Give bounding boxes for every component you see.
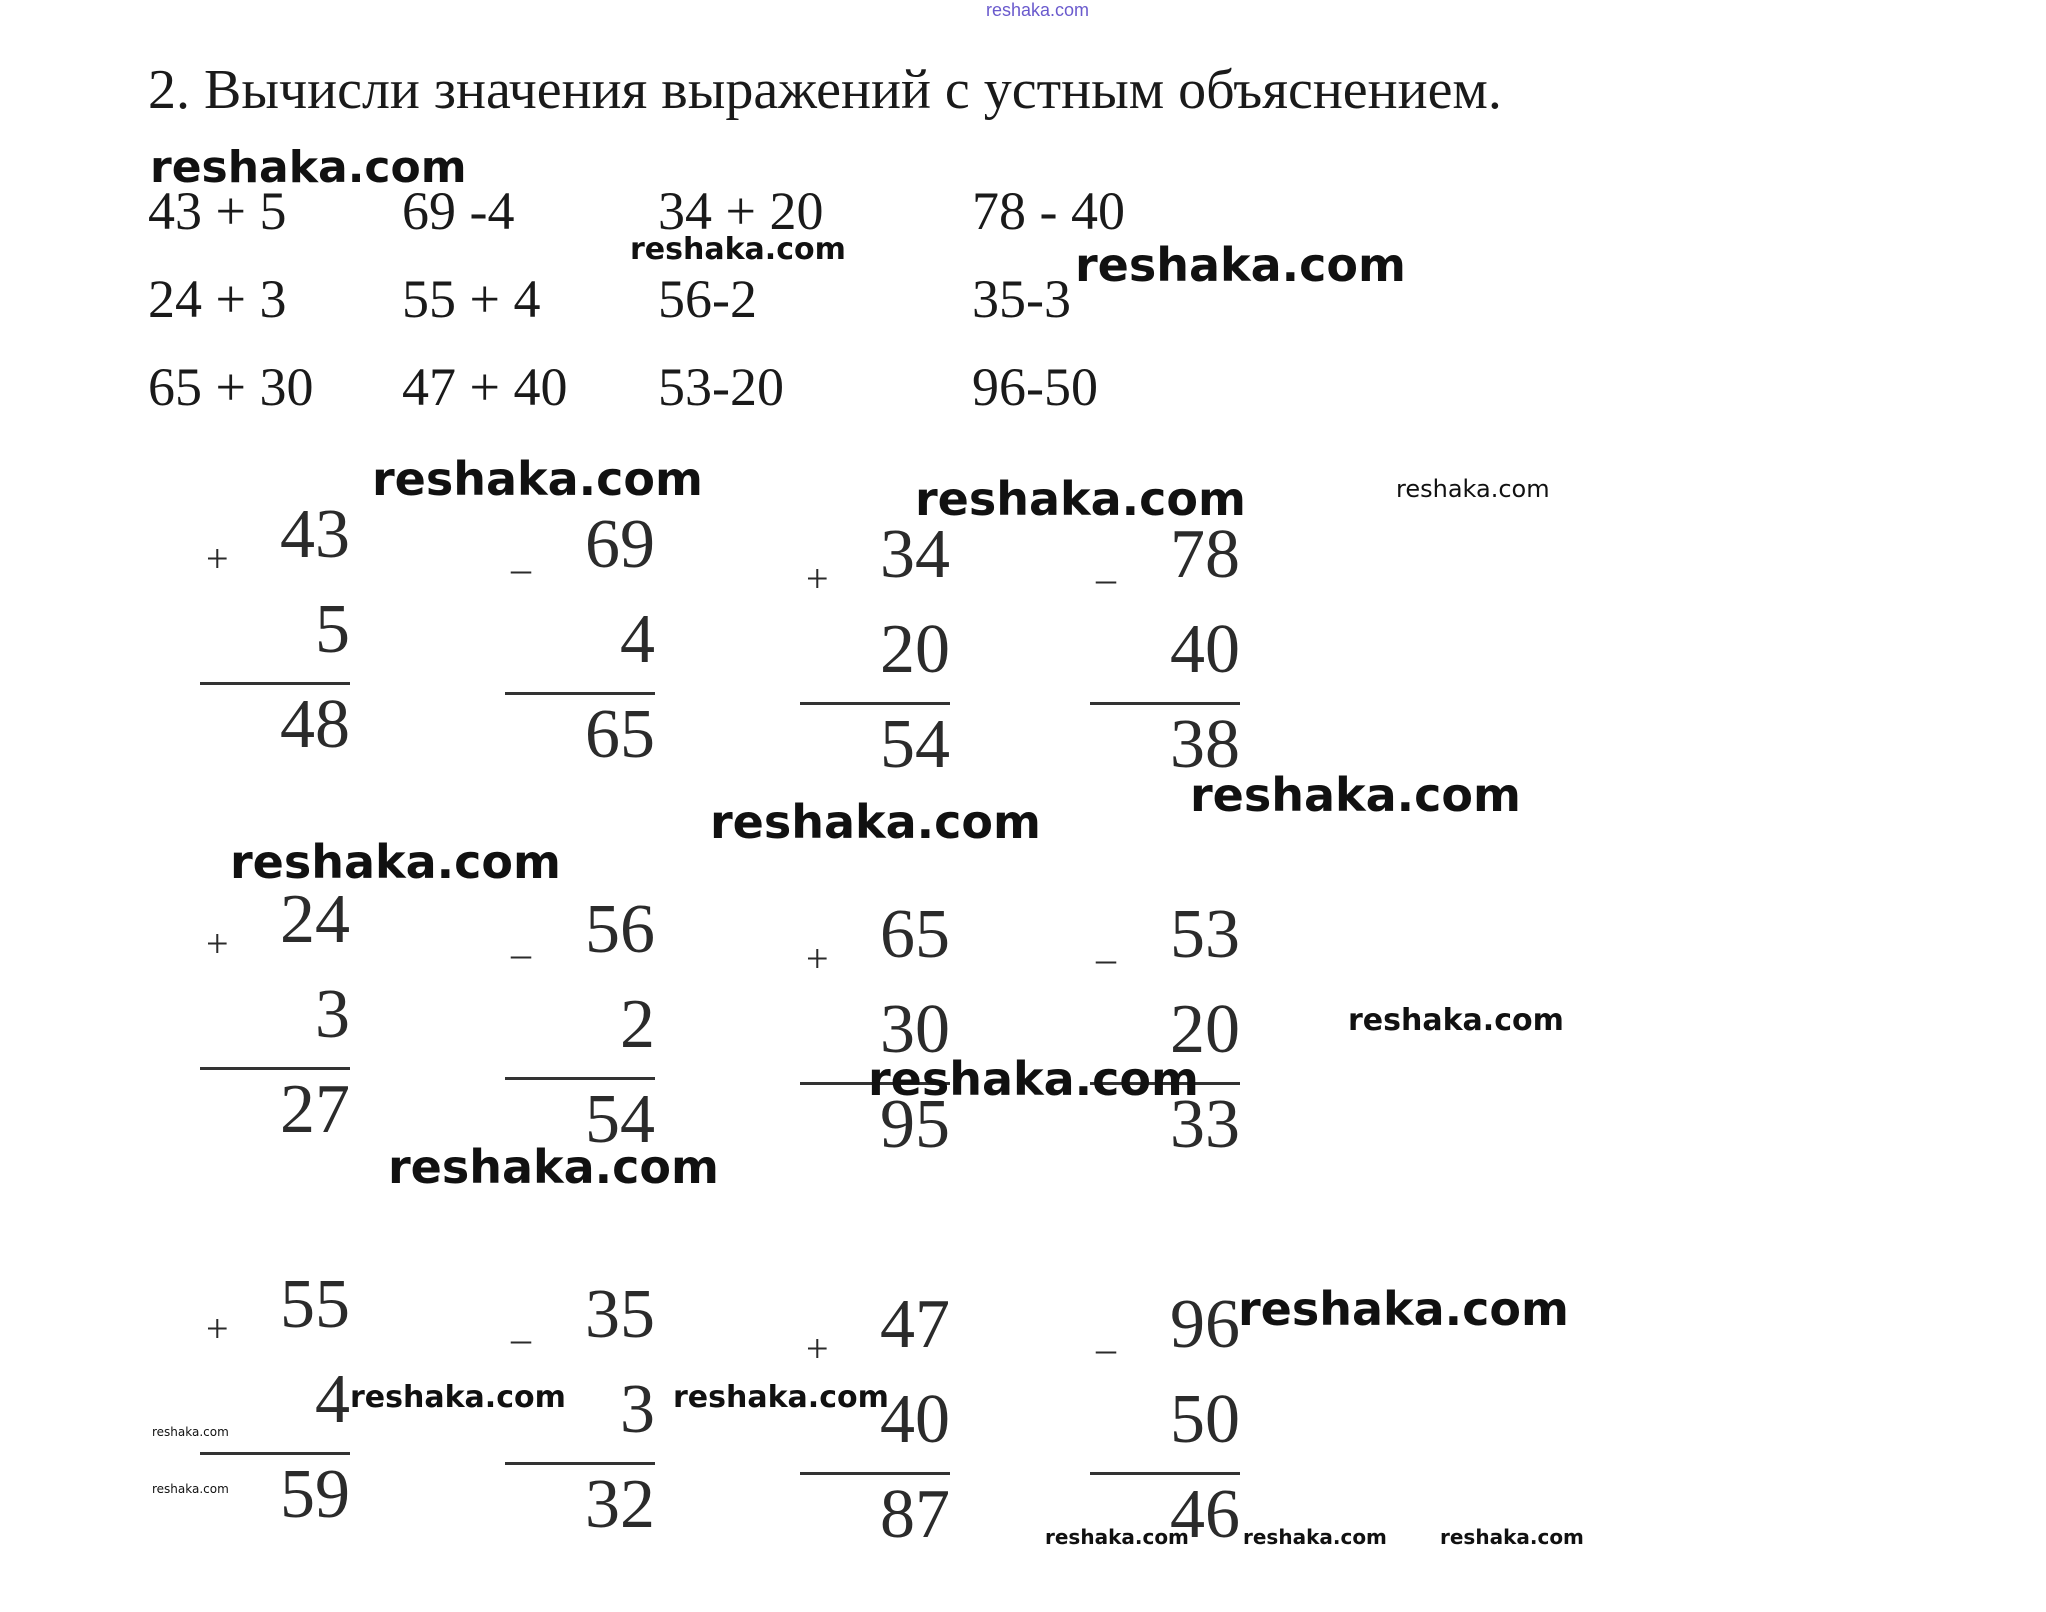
column-calculation [505,505,655,775]
expression: 56-2 [658,269,757,329]
column-calculation [800,1285,950,1555]
result: 46 [1170,1476,1240,1553]
result: 95 [880,1086,950,1163]
expression: 96-50 [972,357,1098,417]
column-calculation [800,895,950,1165]
first-operand: 53 [1170,896,1240,973]
result: 32 [585,1466,655,1543]
watermark: reshaka.com [1396,475,1550,503]
result: 33 [1170,1086,1240,1163]
column-calculation [200,880,350,1150]
operation-sign: + [806,936,829,981]
second-operand: 20 [880,611,950,688]
watermark: reshaka.com [350,1380,566,1415]
result: 38 [1170,706,1240,783]
second-operand: 3 [315,976,350,1053]
second-operand: 5 [315,591,350,668]
operation-sign: + [206,921,229,966]
first-operand: 24 [280,881,350,958]
expression: 55 + 4 [402,269,541,329]
watermark: reshaka.com [1243,1525,1387,1549]
result: 87 [880,1476,950,1553]
first-operand: 96 [1170,1286,1240,1363]
watermark: reshaka.com [1190,768,1521,822]
column-calculation [1090,515,1240,785]
second-operand: 20 [1170,991,1240,1068]
column-calculation [1090,1285,1240,1555]
watermark-top: reshaka.com [986,0,1090,20]
watermark: reshaka.com [868,1052,1199,1106]
watermark: reshaka.com [630,232,846,267]
first-operand: 56 [585,891,655,968]
operation-sign: – [511,931,531,976]
operation-sign: + [206,536,229,581]
second-operand: 2 [620,986,655,1063]
expression: 53-20 [658,357,784,417]
watermark: reshaka.com [1348,1003,1564,1038]
watermark: reshaka.com [673,1380,889,1415]
watermark: reshaka.com [1045,1525,1189,1549]
watermark: reshaka.com [152,1425,229,1439]
watermark: reshaka.com [710,795,1041,849]
expression: 43 + 5 [148,181,287,241]
result: 59 [280,1456,350,1533]
task-title: 2. Вычисли значения выражений с устным объяснением. [148,59,1502,121]
result: 48 [280,686,350,763]
operation-sign: – [511,1316,531,1361]
operation-sign: – [511,546,531,591]
operation-sign: – [1096,936,1116,981]
watermark: reshaka.com [150,142,467,193]
operation-sign: + [806,556,829,601]
watermark: reshaka.com [1440,1525,1584,1549]
expression: 78 - 40 [972,181,1125,241]
second-operand: 4 [620,601,655,678]
expression: 34 + 20 [658,181,824,241]
first-operand: 34 [880,516,950,593]
second-operand: 3 [620,1371,655,1448]
operation-sign: + [806,1326,829,1371]
watermark: reshaka.com [230,835,561,889]
column-calculation [1090,895,1240,1165]
watermark: reshaka.com [152,1482,229,1496]
watermark: reshaka.com [1075,238,1406,292]
result: 54 [585,1081,655,1158]
first-operand: 43 [280,496,350,573]
second-operand: 40 [1170,611,1240,688]
operation-sign: – [1096,1326,1116,1371]
first-operand: 47 [880,1286,950,1363]
column-calculation [505,890,655,1160]
second-operand: 30 [880,991,950,1068]
first-operand: 55 [280,1266,350,1343]
expression: 35-3 [972,269,1071,329]
result: 27 [280,1071,350,1148]
watermark: reshaka.com [388,1140,719,1194]
watermark: reshaka.com [372,452,703,506]
first-operand: 65 [880,896,950,973]
first-operand: 78 [1170,516,1240,593]
second-operand: 40 [880,1381,950,1458]
expression: 65 + 30 [148,357,314,417]
result: 65 [585,696,655,773]
second-operand: 50 [1170,1381,1240,1458]
watermark: reshaka.com [915,472,1246,526]
operation-sign: – [1096,556,1116,601]
column-calculation [800,515,950,785]
second-operand: 4 [315,1361,350,1438]
first-operand: 69 [585,506,655,583]
expression: 24 + 3 [148,269,287,329]
expression: 69 -4 [402,181,515,241]
result: 54 [880,706,950,783]
column-calculation [200,495,350,765]
expression: 47 + 40 [402,357,568,417]
operation-sign: + [206,1306,229,1351]
first-operand: 35 [585,1276,655,1353]
watermark: reshaka.com [1238,1282,1569,1336]
